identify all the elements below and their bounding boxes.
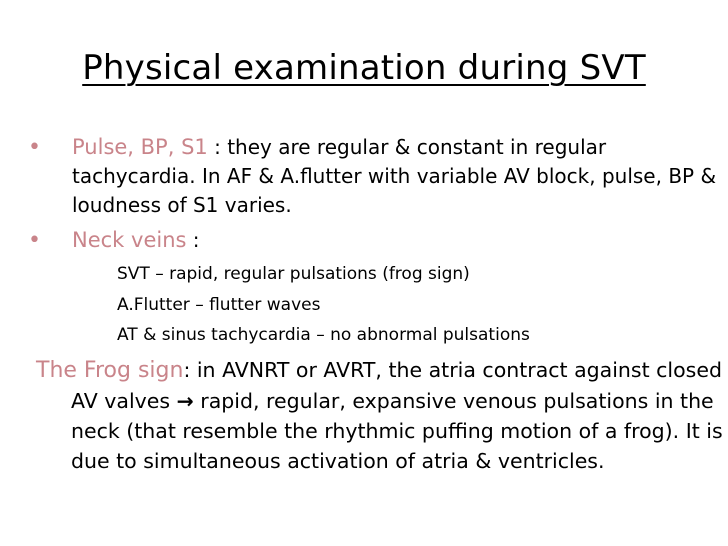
bullet-neck-veins [28,226,718,255]
neck-veins-subitem: AT & sinus tachycardia – no abnormal pulsations [117,325,530,345]
bullet-pulse-heading: Pulse, BP, S1 [72,135,208,159]
bullet-neck-veins-content [28,226,718,255]
frog-sign-paragraph [36,355,728,476]
bullet-marker: • [28,228,41,253]
bullet-pulse-content [28,133,718,220]
frog-sign-text-before: : in AVNRT or AVRT, the atria contract against closed AV valves [71,358,722,413]
frog-sign-heading: The Frog sign [36,358,184,383]
bullet-neck-veins-text: : [186,228,200,252]
bullet-pulse [28,133,718,220]
neck-veins-subitem: SVT – rapid, regular pulsations (frog sign) [117,264,470,284]
bullet-marker: • [28,135,41,160]
neck-veins-subitem: A.Flutter – flutter waves [117,295,321,315]
bullet-pulse-text: : they are regular & constant in regular tachycardia. In AF & A.flutter with variable AV block, pulse, BP & loudness of S1 varies. [72,135,717,217]
frog-sign-text-after: rapid, regular, expansive venous pulsations in the neck (that resemble the rhythmic puffing motion of a frog). It is due to simultaneous activation of atria & ventricles. [71,389,723,473]
right-arrow-icon: → [176,389,194,413]
bullet-neck-veins-heading: Neck veins [72,228,187,252]
slide-title: Physical examination during SVT [82,48,646,88]
